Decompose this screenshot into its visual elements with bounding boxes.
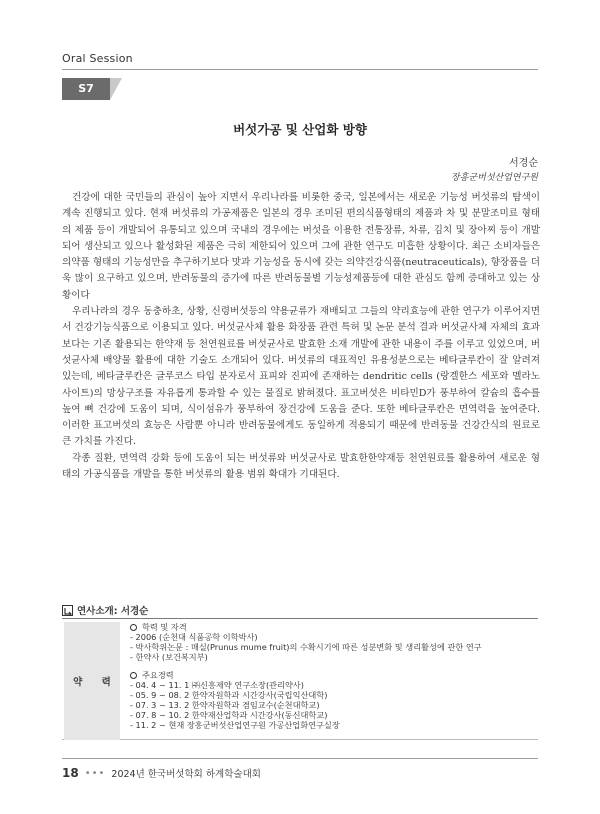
- bio-side-label: 약 력: [73, 677, 119, 688]
- author-name: 서경순: [509, 158, 538, 169]
- list-item: - 박사학위논문 : 매실(Prunus mume fruit)의 수확시기에 따른 성분변화 및 생리활성에 관한 연구: [130, 642, 482, 652]
- paragraph: 각종 질환, 면역력 강화 등에 도움이 되는 버섯류와 버섯균사로 발효한한약재등 천연원료를 활용하여 새로운 형태의 가공식품을 개발을 통한 버섯류의 활용 범위 확대가 기대된다.: [62, 452, 540, 481]
- header-divider: [62, 69, 538, 70]
- bio-side-panel: [64, 622, 120, 740]
- circle-bullet-icon: [130, 624, 137, 631]
- career-heading: [130, 670, 530, 680]
- speaker-bio-title: 연사소개: 서경순: [77, 606, 149, 617]
- abstract-body: [62, 190, 540, 483]
- list-item: - 05. 9 ~ 08. 2 한약자원학과 시간강사(국립익산대학): [130, 690, 328, 700]
- session-badge: [62, 78, 122, 100]
- article-title: 버섯가공 및 산업화 방향: [233, 122, 367, 137]
- speaker-bio-box: [62, 622, 538, 740]
- footer-dots: •••: [84, 767, 106, 779]
- footer-divider: [62, 758, 538, 759]
- career-title: 주요경력: [142, 670, 174, 680]
- list-item: - 2006 (순천대 식품공학 이학박사): [130, 632, 258, 642]
- list-item: - 07. 3 ~ 13. 2 한약자원학과 겸임교수(순천대학교): [130, 700, 320, 710]
- education-title: 학력 및 자격: [142, 622, 187, 632]
- bio-content: [130, 622, 530, 730]
- list-item: - 04. 4 ~ 11. 1 ㈜신흥제약 연구소장(관리약사): [130, 680, 304, 690]
- session-code: S7: [62, 78, 110, 100]
- list-item: - 07. 8 ~ 10. 2 한약재산업학과 시간강사(동신대학교): [130, 710, 328, 720]
- author-affiliation: 장흥군버섯산업연구원: [451, 173, 538, 183]
- circle-bullet-icon: [130, 672, 137, 679]
- arrow-icon: [62, 605, 73, 616]
- paragraph: 우리나라의 경우 동충하초, 상황, 신령버섯등의 약용균류가 재배되고 그들의 약리효능에 관한 연구가 이루어지면서 건강기능식품으로 이용되고 있다. 버섯균사체 활용 화장품 관련 특허 및 논문 분석 결과 버섯균사체 자체의 효과보다는 기존 활용되는 한약재 등 천연원료를 버섯균사로 발효한 소재 개발에 관한 내용이 주를 이루고 있었으며, 버섯균사체 배양물 활용에 대한 기술도 소개되어 있다. 버섯류의 대표적인 유용성분으로는 베타글루칸이 잘 알려져 있는데, 베타글루칸은 글루코스 타입 분자로서 표피와 진피에 존재하는 dendritic cells (랑겔한스 세포와 멜라노사이트)의 망상구조를 자유롭게 통과할 수 있는 물질로 밝혀졌다. 표고버섯은 비타민D가 풍부하여 칼슘의 흡수를 높여 뼈 건강에 도움이 되며, 식이섬유가 풍부하여 장건강에 도움을 준다. 또한 베타글루칸은 면역력을 높여준다. 이러한 표고버섯의 효능은 사람뿐 아니라 반려동물에게도 동일하게 적용되기 때문에 반려동물 건강간식의 원료로 큰 가치를 가진다.: [62, 306, 540, 448]
- page-footer: [62, 766, 261, 780]
- list-item: - 11. 2 ~ 현재 장흥군버섯산업연구원 가공산업화연구실장: [130, 720, 340, 730]
- page-number: 18: [62, 766, 79, 780]
- bio-divider: [62, 618, 538, 619]
- paragraph: 건강에 대한 국민들의 관심이 높아 지면서 우리나라를 비롯한 중국, 일본에서는 새로운 기능성 버섯류의 탐색이 계속 진행되고 있다. 현재 버섯류의 가공제품은 일본의 경우 조미된 편의식품형태의 제품과 차 및 분말조미료 형태의 제품 등이 개발되어 유통되고 있으며 국내의 경우에는 버섯을 이용한 전통장류, 차류, 김치 및 장아찌 등이 개발되어 생산되고 있으나 활성화된 제품은 극히 제한되어 있으며 그에 관한 연구도 미흡한 상황이다. 최근 소비자들은 의약품 형태의 기능성만을 추구하기보다 맛과 기능성을 동시에 갖는 의약건강식품(neutraceuticals), 향장품을 더욱 많이 요구하고 있으며, 반려동물의 증가에 따른 반려동물별 기능성제품등에 대한 관심도 함께 증대하고 있는 상황이다: [62, 192, 540, 301]
- session-badge-accent: [110, 78, 122, 100]
- list-item: - 한약사 (보건복지부): [130, 652, 208, 662]
- speaker-bio-heading: [62, 603, 148, 617]
- section-label: Oral Session: [62, 52, 133, 65]
- conference-name: 2024년 한국버섯학회 하계학술대회: [111, 769, 261, 780]
- education-heading: [130, 622, 530, 632]
